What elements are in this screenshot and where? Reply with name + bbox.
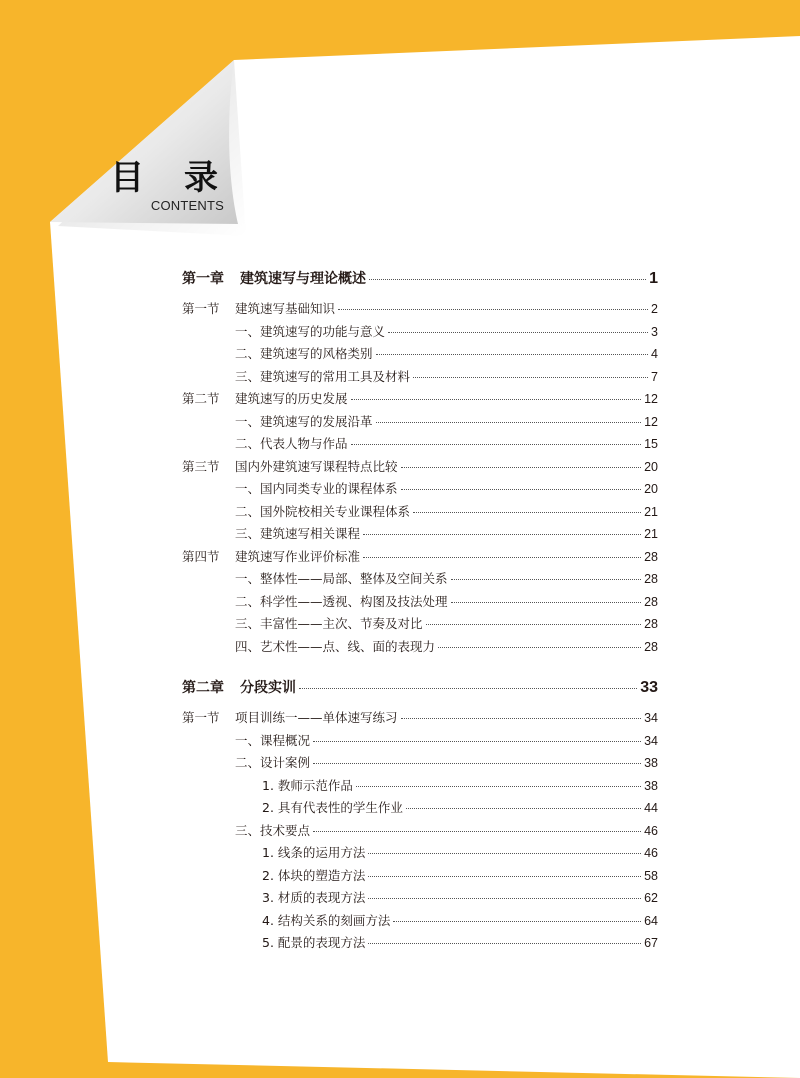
section-label: 第三节	[182, 459, 220, 474]
section-title: 建筑速写基础知识	[235, 301, 336, 316]
dot-leader	[368, 876, 641, 877]
subitem-title: 1. 教师示范作品	[262, 778, 353, 793]
item-title: 二、代表人物与作品	[235, 436, 348, 451]
page-number: 67	[644, 936, 658, 950]
page-number: 62	[644, 891, 658, 905]
page-number: 20	[644, 460, 658, 474]
toc-item[interactable]	[235, 594, 658, 610]
dot-leader	[338, 309, 648, 310]
toc-subtitle: CONTENTS	[150, 198, 224, 213]
toc-item[interactable]	[235, 369, 658, 385]
toc-subitem[interactable]	[262, 890, 658, 906]
toc-item[interactable]	[235, 639, 658, 655]
toc-item[interactable]	[235, 324, 658, 340]
item-title: 三、技术要点	[235, 823, 311, 838]
toc-section-1-3[interactable]	[235, 459, 658, 475]
toc-item[interactable]	[235, 481, 658, 497]
item-title: 一、整体性——局部、整体及空间关系	[235, 571, 448, 586]
subitem-title: 4. 结构关系的刻画方法	[262, 913, 391, 928]
dot-leader	[451, 602, 642, 603]
page-number: 34	[644, 734, 658, 748]
toc-item[interactable]	[235, 733, 658, 749]
toc-subitem[interactable]	[262, 778, 658, 794]
subitem-title: 1. 线条的运用方法	[262, 845, 366, 860]
dot-leader	[368, 943, 641, 944]
item-title: 二、建筑速写的风格类别	[235, 346, 373, 361]
section-label: 第四节	[182, 549, 220, 564]
page-number: 12	[644, 392, 658, 406]
toc-item[interactable]	[235, 346, 658, 362]
page-number: 15	[644, 437, 658, 451]
item-title: 一、建筑速写的发展沿革	[235, 414, 373, 429]
page-number: 2	[651, 302, 658, 316]
section-label: 第一节	[182, 710, 220, 725]
section-label: 第二节	[182, 391, 220, 406]
item-title: 一、国内同类专业的课程体系	[235, 481, 398, 496]
dot-leader	[376, 422, 642, 423]
dot-leader	[299, 688, 637, 689]
subitem-title: 3. 材质的表现方法	[262, 890, 366, 905]
page-number: 38	[644, 756, 658, 770]
page-number: 12	[644, 415, 658, 429]
section-label: 第一节	[182, 301, 220, 316]
item-title: 二、科学性——透视、构图及技法处理	[235, 594, 448, 609]
dot-leader	[438, 647, 641, 648]
dot-leader	[351, 399, 642, 400]
dot-leader	[351, 444, 642, 445]
dot-leader	[368, 853, 641, 854]
toc-section-2-1[interactable]	[235, 710, 658, 726]
toc-chapter-1[interactable]	[240, 271, 658, 287]
page-number: 46	[644, 846, 658, 860]
page-number: 7	[651, 370, 658, 384]
dot-leader	[313, 741, 641, 742]
section-title: 项目训练一——单体速写练习	[235, 710, 398, 725]
item-title: 一、课程概况	[235, 733, 311, 748]
chapter-2-label: 第二章	[182, 680, 224, 696]
dot-leader	[413, 377, 648, 378]
page-number: 44	[644, 801, 658, 815]
item-title: 四、艺术性——点、线、面的表现力	[235, 639, 436, 654]
dot-leader	[363, 557, 641, 558]
toc-subitem[interactable]	[262, 913, 658, 929]
toc-item[interactable]	[235, 571, 658, 587]
item-title: 二、国外院校相关专业课程体系	[235, 504, 411, 519]
dot-leader	[426, 624, 642, 625]
page-number: 46	[644, 824, 658, 838]
chapter-title: 建筑速写与理论概述	[240, 271, 366, 287]
page-number: 20	[644, 482, 658, 496]
dot-leader	[356, 786, 641, 787]
dot-leader	[369, 279, 646, 280]
dot-leader	[401, 489, 642, 490]
toc-chapter-2[interactable]	[240, 680, 658, 696]
section-title: 建筑速写的历史发展	[235, 391, 348, 406]
dot-leader	[393, 921, 641, 922]
dot-leader	[363, 534, 641, 535]
page-number: 21	[644, 527, 658, 541]
toc-item[interactable]	[235, 755, 658, 771]
item-title: 一、建筑速写的功能与意义	[235, 324, 386, 339]
page-number: 21	[644, 505, 658, 519]
section-title: 国内外建筑速写课程特点比较	[235, 459, 398, 474]
section-title: 建筑速写作业评价标准	[235, 549, 361, 564]
item-title: 三、建筑速写的常用工具及材料	[235, 369, 411, 384]
dot-leader	[368, 898, 641, 899]
dot-leader	[388, 332, 648, 333]
page-number: 33	[640, 679, 658, 696]
toc-item[interactable]	[235, 504, 658, 520]
chapter-1-label: 第一章	[182, 271, 224, 287]
toc-subitem[interactable]	[262, 845, 658, 861]
page-number: 4	[651, 347, 658, 361]
dot-leader	[376, 354, 649, 355]
dot-leader	[313, 763, 641, 764]
toc-item[interactable]	[235, 823, 658, 839]
toc-section-1-1[interactable]	[235, 301, 658, 317]
item-title: 二、设计案例	[235, 755, 311, 770]
toc-subitem[interactable]	[262, 800, 658, 816]
page-number: 34	[644, 711, 658, 725]
toc-item[interactable]	[235, 436, 658, 452]
page-number: 3	[651, 325, 658, 339]
toc-subitem[interactable]	[262, 935, 658, 951]
page-number: 1	[649, 270, 658, 287]
page-number: 58	[644, 869, 658, 883]
page-number: 28	[644, 550, 658, 564]
page-number: 28	[644, 595, 658, 609]
dot-leader	[413, 512, 641, 513]
page-number: 28	[644, 640, 658, 654]
page-number: 38	[644, 779, 658, 793]
subitem-title: 5. 配景的表现方法	[262, 935, 366, 950]
dot-leader	[401, 467, 642, 468]
toc-item[interactable]	[235, 526, 658, 542]
toc-heading	[104, 158, 232, 214]
toc-subitem[interactable]	[262, 868, 658, 884]
page-number: 28	[644, 617, 658, 631]
toc-title: 目 录	[110, 158, 232, 198]
page-number: 28	[644, 572, 658, 586]
subitem-title: 2. 体块的塑造方法	[262, 868, 366, 883]
toc-section-1-4[interactable]	[235, 549, 658, 565]
toc-item[interactable]	[235, 414, 658, 430]
toc-section-1-2[interactable]	[235, 391, 658, 407]
item-title: 三、建筑速写相关课程	[235, 526, 361, 541]
dot-leader	[313, 831, 641, 832]
subitem-title: 2. 具有代表性的学生作业	[262, 800, 403, 815]
toc-item[interactable]	[235, 616, 658, 632]
dot-leader	[406, 808, 641, 809]
chapter-title: 分段实训	[240, 680, 296, 696]
dot-leader	[401, 718, 642, 719]
page-number: 64	[644, 914, 658, 928]
item-title: 三、丰富性——主次、节奏及对比	[235, 616, 423, 631]
dot-leader	[451, 579, 642, 580]
